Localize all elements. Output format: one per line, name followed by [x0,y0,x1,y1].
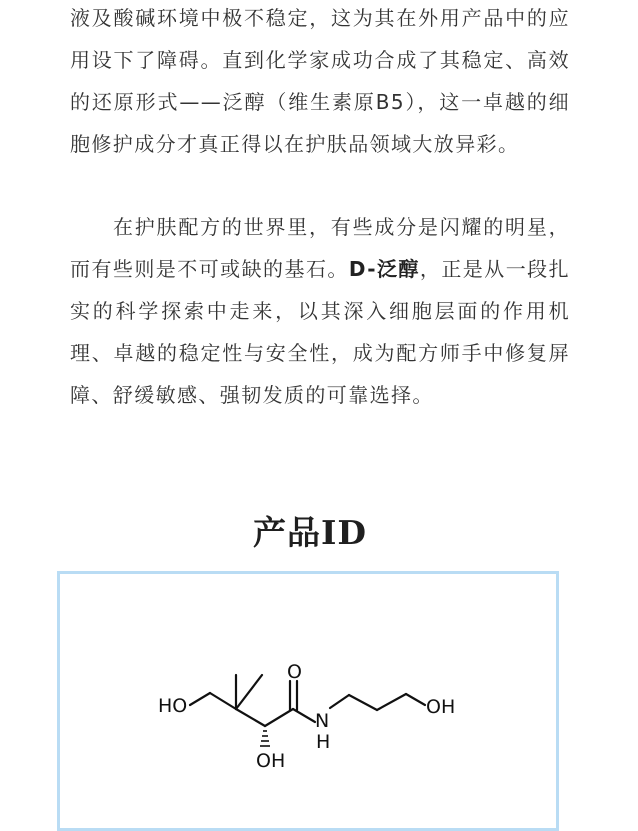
bond-c3-c4 [265,709,293,726]
bond-c4-n [293,709,315,722]
bond-c2-c3 [236,709,265,726]
atom-amide-h: H [316,731,331,753]
d-panthenol-highlight: D-泛醇 [348,257,420,281]
bond-c1-c2 [210,693,236,709]
chemical-structure-diagram [60,574,556,828]
bond-c7-oh [406,694,425,705]
atom-ho-left: HO [158,695,188,717]
atom-oh-right: OH [426,696,456,718]
bond-c6-c7 [377,694,406,710]
structure-box [57,571,559,831]
atom-carbonyl-o: O [287,661,302,683]
atom-oh-bottom: OH [256,750,286,772]
section-title: 产品ID [252,513,368,552]
bond-c2-methyl-b [236,675,262,709]
article-paragraph-2 [70,206,570,416]
atom-nitrogen: N [315,710,330,732]
bond-lines [190,675,425,726]
bond-ho-c1 [190,693,210,705]
bond-n-c5 [330,695,349,708]
paragraph-2-lead: 在护肤配方的世界里，有些成分是闪耀的明星，而有些则是不可或缺的基石。 [70,215,570,281]
stereo-wedge [260,731,270,746]
bond-c5-c6 [349,695,377,710]
article-paragraph-1: 液及酸碱环境中极不稳定，这为其在外用产品中的应用设下了障碍。直到化学家成功合成了其稳定、高效的还原形式——泛醇（维生素原B5），这一卓越的细胞修护成分才真正得以在护肤品领域大放异彩。 [70,6,570,156]
paragraph-2-tail: ，正是从一段扎实的科学探索中走来，以其深入细胞层面的作用机理、卓越的稳定性与安全性，成为配方师手中修复屏障、舒缓敏感、强韧发质的可靠选择。 [70,257,570,407]
